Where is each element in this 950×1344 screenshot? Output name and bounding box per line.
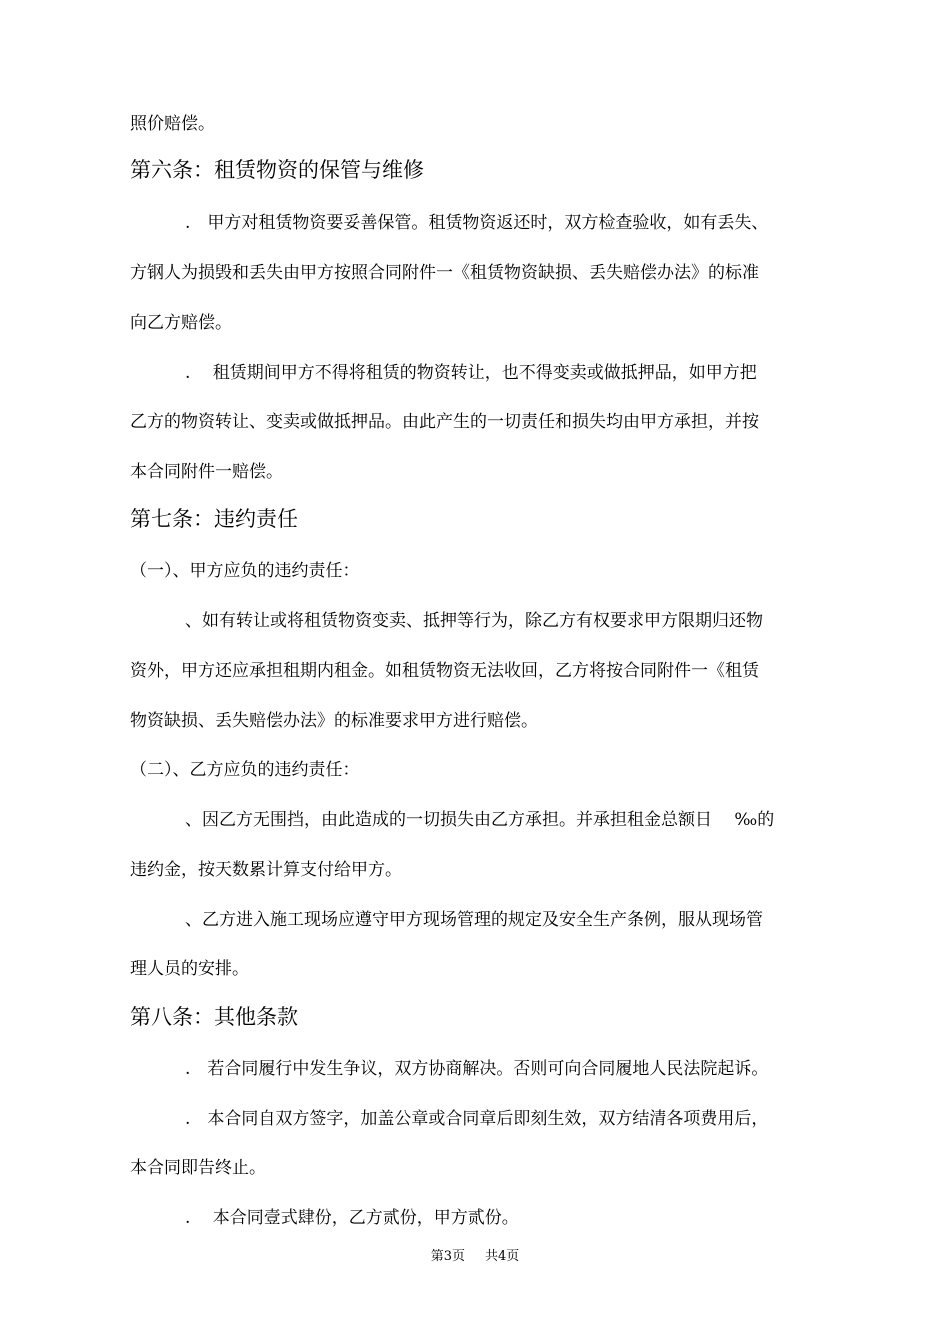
body-line: . 本合同自双方签字，加盖公章或合同章后即刻生效，双方结清各项费用后， bbox=[185, 1109, 769, 1129]
body-line: 照价赔偿。 bbox=[130, 114, 215, 134]
article-8-heading: 第八条：其他条款 bbox=[130, 1005, 298, 1029]
body-line: 乙方的物资转让、变卖或做抵押品。由此产生的一切责任和损失均由甲方承担，并按 bbox=[130, 412, 759, 432]
page-total: 共4页 bbox=[485, 1249, 520, 1264]
body-line: . 甲方对租赁物资要妥善保管。租赁物资返还时，双方检查验收，如有丢失、 bbox=[185, 213, 769, 233]
body-line: 理人员的安排。 bbox=[130, 959, 249, 979]
page-footer bbox=[0, 1248, 950, 1266]
article-6-heading: 第六条：租赁物资的保管与维修 bbox=[130, 158, 424, 182]
body-line: 本合同附件一赔偿。 bbox=[130, 462, 283, 482]
body-line: 、如有转让或将租赁物资变卖、抵押等行为，除乙方有权要求甲方限期归还物 bbox=[185, 611, 763, 631]
subsection-heading: （一）、甲方应负的违约责任： bbox=[130, 561, 360, 581]
body-line: . 本合同壹式肆份，乙方贰份，甲方贰份。 bbox=[185, 1208, 519, 1228]
body-line: 本合同即告终止。 bbox=[130, 1158, 266, 1178]
body-line: 资外，甲方还应承担租期内租金。如租赁物资无法收回，乙方将按合同附件一《租赁 bbox=[130, 661, 759, 681]
subsection-heading: （二）、乙方应负的违约责任： bbox=[130, 760, 360, 780]
article-7-heading: 第七条：违约责任 bbox=[130, 507, 298, 531]
body-line: . 租赁期间甲方不得将租赁的物资转让，也不得变卖或做抵押品，如甲方把 bbox=[185, 363, 757, 383]
body-line: 向乙方赔偿。 bbox=[130, 313, 232, 333]
body-line: 、乙方进入施工现场应遵守甲方现场管理的规定及安全生产条例，服从现场管 bbox=[185, 910, 763, 930]
body-line: 方钢人为损毁和丢失由甲方按照合同附件一《租赁物资缺损、丢失赔偿办法》的标准 bbox=[130, 263, 759, 283]
body-line: 物资缺损、丢失赔偿办法》的标准要求甲方进行赔偿。 bbox=[130, 711, 538, 731]
body-line: 违约金，按天数累计算支付给甲方。 bbox=[130, 860, 402, 880]
body-line: . 若合同履行中发生争议，双方协商解决。否则可向合同履地人民法院起诉。 bbox=[185, 1059, 769, 1079]
page-number: 第3页 bbox=[430, 1249, 465, 1264]
body-line: 、因乙方无围挡，由此造成的一切损失由乙方承担。并承担租金总额日 ‰的 bbox=[185, 810, 775, 830]
